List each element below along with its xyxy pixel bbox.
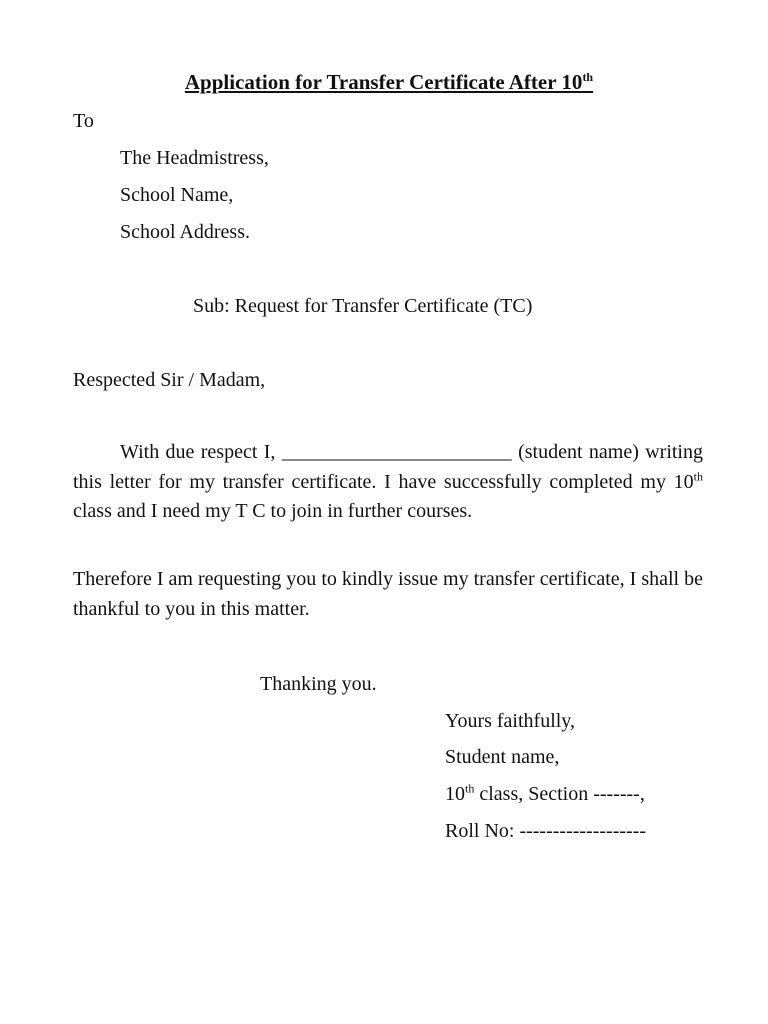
- salutation: Respected Sir / Madam,: [73, 369, 266, 391]
- body-paragraph-1: [73, 438, 703, 527]
- closing-roll-no: Roll No: -------------------: [445, 820, 646, 842]
- closing-student-name: Student name,: [445, 746, 560, 768]
- recipient-to: To: [73, 110, 94, 132]
- address-line-1: The Headmistress,: [120, 147, 269, 169]
- class-superscript: th: [465, 781, 475, 796]
- letter-title: [0, 70, 768, 95]
- title-superscript: th: [582, 70, 594, 84]
- title-text: Application for Transfer Certificate After 10: [184, 70, 583, 94]
- address-line-3: School Address.: [120, 221, 250, 243]
- closing-yours: Yours faithfully,: [445, 710, 576, 732]
- body-paragraph-1-part1: With due respect I, _______________________ (student name) writing this letter for my transfer certificate. I have successfully completed my 10: [73, 441, 703, 493]
- closing-class-section: [445, 783, 645, 806]
- thanking-line: Thanking you.: [260, 673, 377, 695]
- body-paragraph-2: Therefore I am requesting you to kindly issue my transfer certificate, I shall be thankful to you in this matter.: [73, 568, 703, 620]
- body-paragraph-1-part2: class and I need my T C to join in further courses.: [73, 500, 473, 522]
- address-line-2: School Name,: [120, 184, 234, 206]
- class-rest: class, Section -------,: [474, 783, 645, 805]
- body-superscript: th: [693, 468, 703, 483]
- subject-line: Sub: Request for Transfer Certificate (TC): [193, 295, 533, 317]
- class-number: 10: [445, 783, 465, 805]
